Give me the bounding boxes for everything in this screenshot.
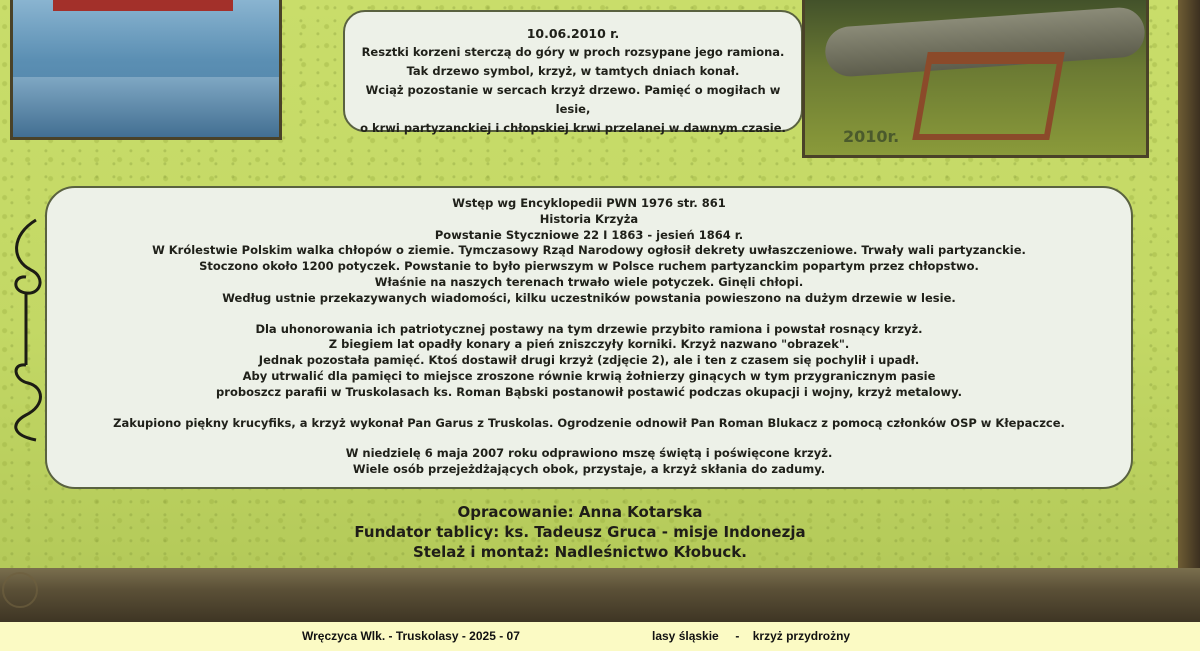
credit-mounting: Stelaż i montaż: Nadleśnictwo Kłobuck. — [413, 543, 747, 561]
snow-ground — [13, 77, 279, 137]
ornament-scroll-left — [6, 215, 46, 445]
caption-bar — [0, 622, 1200, 651]
wooden-frame-right — [1178, 0, 1200, 598]
round-stamp-icon — [2, 572, 38, 608]
history-panel — [45, 186, 1133, 489]
red-building — [53, 0, 233, 11]
history-line: Wiele osób przejeżdżających obok, przystaje, a krzyż skłania do zadumy. — [352, 462, 826, 477]
history-line: proboszcz parafii w Truskolasach ks. Roman Bąbski postanowił postawić podczas okupacji i wojny, krzyż metalowy. — [216, 384, 962, 399]
history-heading: Historia Krzyża — [539, 211, 639, 226]
photo-right — [802, 0, 1149, 158]
poem-line: Resztki korzeni sterczą do góry w proch rozsypane jego ramiona. — [361, 45, 785, 59]
poem-date: 10.06.2010 r. — [526, 26, 620, 41]
history-heading: Wstęp wg Encyklopedii PWN 1976 str. 861 — [452, 196, 726, 210]
credit-founder: Fundator tablicy: ks. Tadeusz Gruca - misje Indonezja — [354, 523, 806, 541]
wooden-plank — [0, 568, 1200, 622]
history-line: Właśnie na naszych terenach trwało wiele potyczek. Ginęli chłopi. — [374, 274, 804, 289]
poem-line: Wciąż pozostanie w sercach krzyż drzewo. Pamięć o mogiłach w lesie, — [365, 83, 781, 116]
history-line: Stoczono około 1200 potyczek. Powstanie to było pierwszym w Polsce ruchem partyzanckim popartym przez chłopstwo. — [199, 259, 979, 274]
history-line: W niedzielę 6 maja 2007 roku odprawiono mszę świętą i poświęcone krzyż. — [345, 446, 833, 461]
poem-panel — [343, 10, 803, 135]
credit-author: Opracowanie: Anna Kotarska — [457, 503, 703, 521]
history-line: Aby utrwalić dla pamięci to miejsce zroszone równie krwią żołnierzy ginących w tym przygranicznym pasie — [242, 368, 936, 383]
history-heading: Powstanie Styczniowe 22 I 1863 - jesień 1864 r. — [434, 227, 744, 242]
poem-line: o krwi partyzanckiej i chłopskiej krwi przelanej w dawnym czasie. — [360, 121, 786, 135]
bench — [912, 52, 1065, 140]
history-line: W Królestwie Polskim walka chłopów o ziemie. Tymczasowy Rząd Narodowy ogłosił dekrety uwłaszczeniowe. Trwały wali partyzanckie. — [152, 243, 1026, 258]
credits — [300, 502, 860, 562]
photo-left — [10, 0, 282, 140]
history-line: Według ustnie przekazywanych wiadomości, kilku uczestników powstania powieszono na dużym drzewie w lesie. — [222, 290, 956, 305]
history-line: Dla uhonorowania ich patriotycznej postawy na tym drzewie przybito ramiona i powstał rosnący krzyż. — [255, 321, 923, 336]
poem-line: Tak drzewo symbol, krzyż, w tamtych dniach konał. — [406, 64, 740, 78]
photo-date-stamp: 2010r. — [843, 127, 900, 146]
history-line: Jednak pozostała pamięć. Ktoś dostawił drugi krzyż (zdjęcie 2), ale i ten z czasem się pochylił i upadł. — [258, 353, 920, 368]
history-line: Zakupiono piękny krucyfiks, a krzyż wykonał Pan Garus z Truskolas. Ogrodzenie odnowił Pan Roman Blukacz z pomocą członków OSP w Kłepaczce. — [113, 415, 1065, 430]
caption-location: Wręczyca Wlk. - Truskolasy - 2025 - 07 — [302, 629, 520, 643]
caption-subject: lasy śląskie - krzyż przydrożny — [652, 629, 851, 643]
history-line: Z biegiem lat opadły konary a pień zniszczyły korniki. Krzyż nazwano "obrazek". — [328, 337, 850, 352]
